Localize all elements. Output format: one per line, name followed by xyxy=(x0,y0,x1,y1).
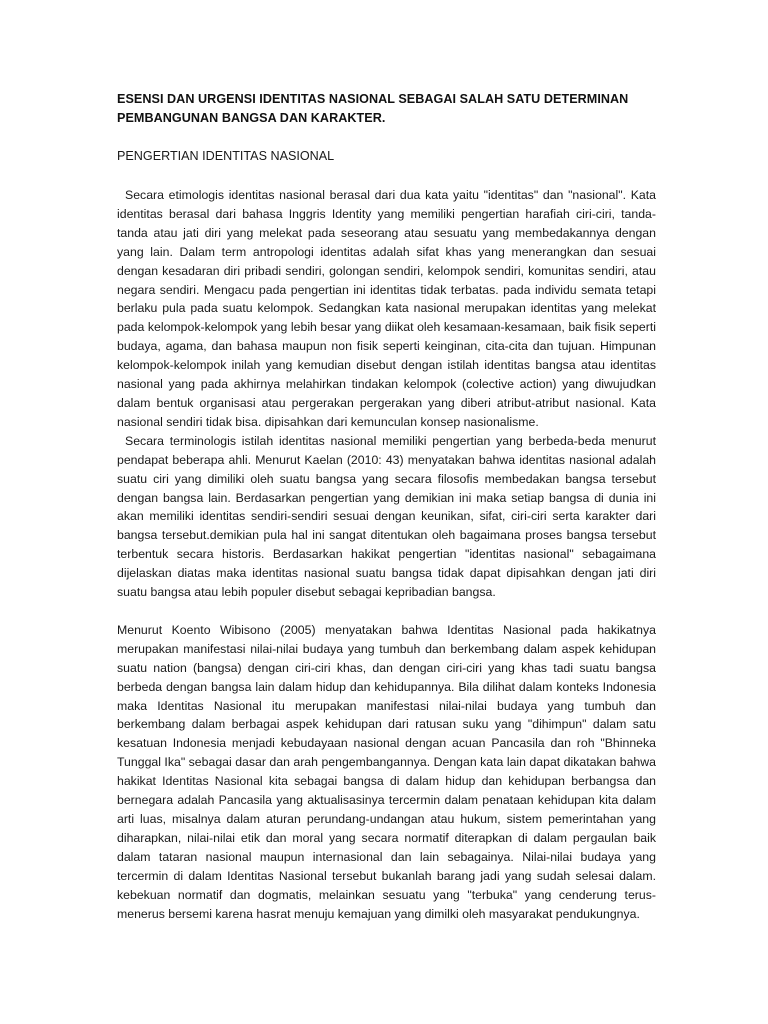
section-heading: PENGERTIAN IDENTITAS NASIONAL xyxy=(117,149,335,163)
document-body xyxy=(117,186,656,923)
paragraph-etimologis: Secara etimologis identitas nasional berasal dari dua kata yaitu "identitas" dan "nasional". Kata identitas berasal dari bahasa Inggris Identity yang memiliki pengertian harafiah ciri-ciri, tanda-tanda atau jati diri yang melekat pada seseorang atau sesuatu yang membedakannya dengan yang lain. Dalam term antropologi identitas adalah sifat khas yang menerangkan dan sesuai dengan kesadaran diri pribadi sendiri, golongan sendiri, kelompok sendiri, komunitas sendiri, atau negara sendiri. Mengacu pada pengertian ini identitas tidak terbatas. pada individu semata tetapi berlaku pula pada suatu kelompok. Sedangkan kata nasional merupakan identitas yang melekat pada kelompok-kelompok yang lebih besar yang diikat oleh kesamaan-kesamaan, baik fisik seperti budaya, agama, dan bahasa maupun non fisik seperti keinginan, cita-cita dan tujuan. Himpunan kelompok-kelompok inilah yang kemudian disebut dengan istilah identitas bangsa atau identitas nasional yang pada akhirnya melahirkan tindakan kelompok (colective action) yang diwujudkan dalam bentuk organisasi atau pergerakan pergerakan yang diberi atribut-atribut nasional. Kata nasional sendiri tidak bisa. dipisahkan dari kemunculan konsep nasionalisme. xyxy=(117,188,656,429)
paragraph-terminologis: Secara terminologis istilah identitas nasional memiliki pengertian yang berbeda-beda menurut pendapat beberapa ahli. Menurut Kaelan (2010: 43) menyatakan bahwa identitas nasional adalah suatu ciri yang dimiliki oleh suatu bangsa yang secara filosofis membedakan bangsa tersebut dengan bangsa lain. Berdasarkan pengertian yang demikian ini maka setiap bangsa di dunia ini akan memiliki identitas sendiri-sendiri sesuai dengan keunikan, sifat, ciri-ciri serta karakter dari bangsa tersebut.demikian pula hal ini sangat ditentukan oleh bagaimana proses bangsa tersebut terbentuk secara historis. Berdasarkan hakikat pengertian "identitas nasional" sebagaimana dijelaskan diatas maka identitas nasional suatu bangsa tidak dapat dipisahkan dengan jati diri suatu bangsa atau lebih populer disebut sebagai kepribadian bangsa. xyxy=(117,433,656,600)
document-title: ESENSI DAN URGENSI IDENTITAS NASIONAL SEBAGAI SALAH SATU DETERMINAN PEMBANGUNAN BANGSA DAN KARAKTER. xyxy=(117,92,629,125)
paragraph-koento-wibisono: Menurut Koento Wibisono (2005) menyatakan bahwa Identitas Nasional pada hakikatnya merupakan manifestasi nilai-nilai budaya yang tumbuh dan berkembang dalam aspek kehidupan suatu nation (bangsa) dengan ciri-ciri khas, dan dengan ciri-ciri yang khas tadi suatu bangsa berbeda dengan bangsa lain dalam hidup dan kehidupannya. Bila dilihat dalam konteks Indonesia maka Identitas Nasional itu merupakan manifestasi nilai-nilai budaya yang tumbuh dan berkembang dalam berbagai aspek kehidupan dari ratusan suku yang "dihimpun" dalam satu kesatuan Indonesia menjadi kebudayaan nasional dengan acuan Pancasila dan roh "Bhinneka Tunggal Ika" sebagai dasar dan arah pengembangannya. Dengan kata lain dapat dikatakan bahwa hakikat Identitas Nasional kita sebagai bangsa di dalam hidup dan kehidupan berbangsa dan bernegara adalah Pancasila yang aktualisasinya tercermin dalam penataan kehidupan kita dalam arti luas, misalnya dalam aturan perundang-undangan atau hukum, sistem pemerintahan yang diharapkan, nilai-nilai etik dan moral yang secara normatif diterapkan di dalam pergaulan baik dalam tataran nasional maupun internasional dan lain sebagainya. Nilai-nilai budaya yang tercermin di dalam Identitas Nasional tersebut bukanlah barang jadi yang sudah selesai dalam. kebekuan normatif dan dogmatis, melainkan sesuatu yang "terbuka" yang cenderung terus-menerus bersemi karena hasrat menuju kemajuan yang dimilki oleh masyarakat pendukungnya. xyxy=(117,622,656,921)
